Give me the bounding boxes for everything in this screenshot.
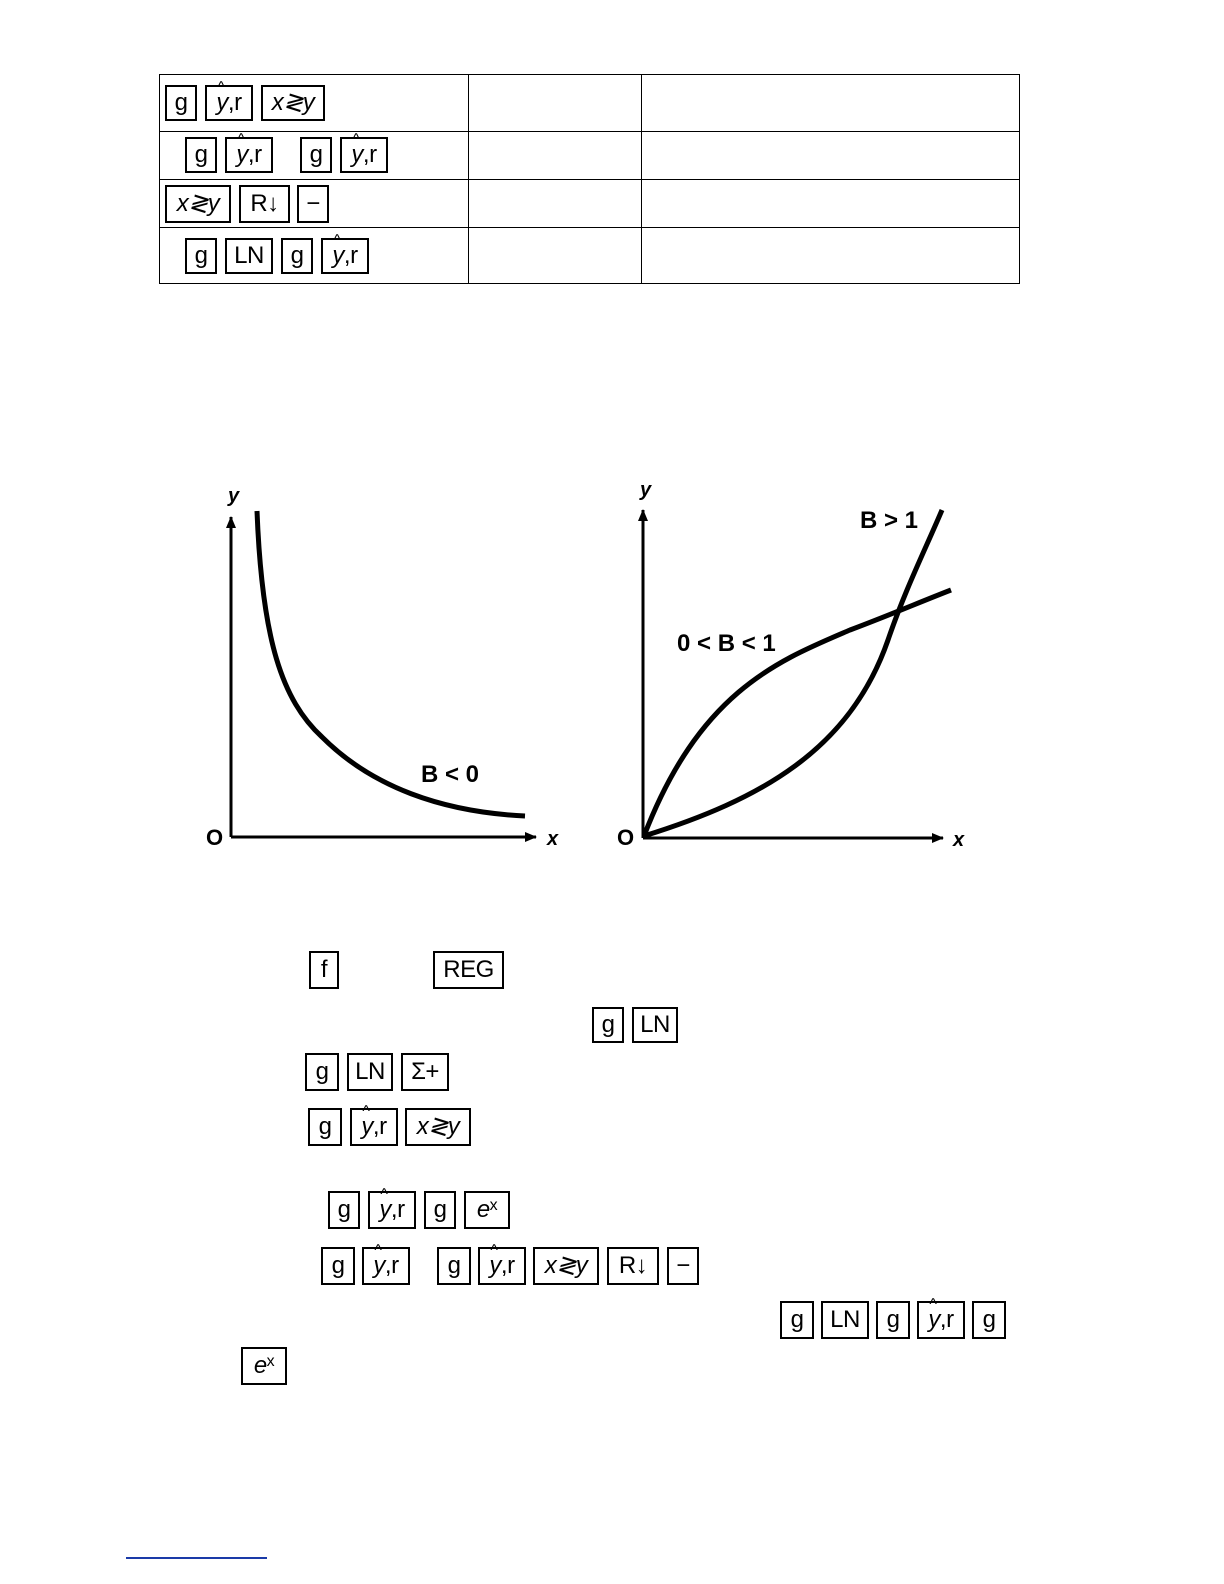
curve-label-b-between-0-and-1: 0 < B < 1: [677, 630, 776, 657]
key-label: LN: [640, 1011, 670, 1038]
g-key: [305, 1053, 339, 1091]
key-label: x: [489, 1197, 498, 1214]
key-label: −: [676, 1252, 690, 1279]
left-x-axis-label: x: [547, 828, 559, 850]
x-swap-y-key: [533, 1247, 599, 1285]
curve-label-b-greater-than-1: B > 1: [860, 507, 919, 534]
key-label: g: [174, 89, 188, 116]
key-label: g: [315, 1058, 329, 1085]
right-origin-label: O: [617, 825, 635, 850]
yhat-r-key: [917, 1301, 965, 1339]
g-key: [592, 1007, 624, 1043]
ln-key: [347, 1053, 393, 1091]
g-key: [437, 1247, 471, 1285]
yhat-r-key: [362, 1247, 410, 1285]
key-label: g: [337, 1196, 351, 1223]
key-label: x≷y: [176, 190, 220, 217]
reg-key: [433, 951, 504, 989]
ln-key: [821, 1301, 869, 1339]
key-label: R↓: [618, 1252, 648, 1279]
key-label: g: [447, 1252, 461, 1279]
yhat-r-key: [368, 1191, 416, 1229]
key-label: x≷y: [544, 1252, 588, 1279]
key-label: ,r: [227, 89, 242, 116]
key-label: ^ y: [332, 244, 344, 268]
f-key: [309, 951, 339, 989]
key-label: g: [601, 1011, 615, 1038]
key-label: g: [790, 1306, 804, 1333]
key-label: g: [309, 141, 323, 168]
g-key: [780, 1301, 814, 1339]
key-label: x: [266, 1353, 275, 1370]
right-y-axis-label: y: [640, 479, 652, 501]
key-label: R↓: [250, 190, 279, 217]
ln-key: [632, 1007, 678, 1043]
key-label: LN: [234, 242, 264, 269]
key-label: ,r: [500, 1252, 515, 1279]
key-label: ,r: [372, 1113, 387, 1140]
key-label: ^ y: [351, 143, 363, 167]
key-label: g: [318, 1113, 332, 1140]
curve-b-greater-than-1: [644, 510, 942, 836]
key-label: LN: [830, 1306, 860, 1333]
g-key: [321, 1247, 355, 1285]
key-label: g: [194, 242, 208, 269]
key-label: x≷y: [271, 89, 315, 116]
yhat-r-key: [478, 1247, 526, 1285]
roll-down-key: [607, 1247, 659, 1285]
e-to-x-key: [241, 1347, 287, 1385]
minus-key: [667, 1247, 699, 1285]
g-key: [328, 1191, 360, 1229]
footnote-rule: [126, 1557, 267, 1559]
left-y-axis-label: y: [228, 485, 240, 507]
key-label: g: [194, 141, 208, 168]
key-label: REG: [443, 956, 494, 983]
key-label: −: [306, 190, 320, 217]
g-key: [876, 1301, 910, 1339]
key-label: ,r: [939, 1306, 954, 1333]
right-graph: [617, 479, 965, 851]
curve-b-negative: [257, 511, 525, 816]
key-label: g: [433, 1196, 447, 1223]
key-label: ,r: [384, 1252, 399, 1279]
left-origin-label: O: [206, 825, 224, 850]
key-label: ,r: [390, 1196, 405, 1223]
key-label: ^ y: [928, 1308, 940, 1332]
key-label: x≷y: [416, 1113, 460, 1140]
key-label: Σ+: [411, 1058, 439, 1085]
key-label: ^ y: [236, 143, 248, 167]
key-label: ,r: [343, 242, 358, 269]
key-label: ^ y: [489, 1254, 501, 1278]
x-swap-y-key: [405, 1108, 471, 1146]
key-label: LN: [355, 1058, 385, 1085]
key-label: e: [476, 1196, 490, 1223]
key-label: ^ y: [379, 1198, 391, 1222]
g-key: [972, 1301, 1006, 1339]
left-graph: [206, 485, 559, 850]
key-label: ^ y: [216, 91, 228, 115]
key-label: ^ y: [361, 1115, 373, 1139]
g-key: [308, 1108, 342, 1146]
key-label: e: [253, 1352, 267, 1379]
curve-label-b-negative: B < 0: [421, 761, 480, 788]
key-label: ^ y: [373, 1254, 385, 1278]
key-label: f: [320, 956, 328, 983]
key-label: ,r: [362, 141, 377, 168]
sigma-plus-key: [401, 1053, 449, 1091]
key-label: g: [982, 1306, 996, 1333]
key-label: ,r: [247, 141, 262, 168]
g-key: [424, 1191, 456, 1229]
yhat-r-key: [350, 1108, 398, 1146]
key-label: g: [331, 1252, 345, 1279]
key-label: g: [886, 1306, 900, 1333]
e-to-x-key: [464, 1191, 510, 1229]
curve-b-between-0-and-1: [644, 590, 951, 836]
right-x-axis-label: x: [953, 829, 965, 851]
key-label: g: [290, 242, 304, 269]
